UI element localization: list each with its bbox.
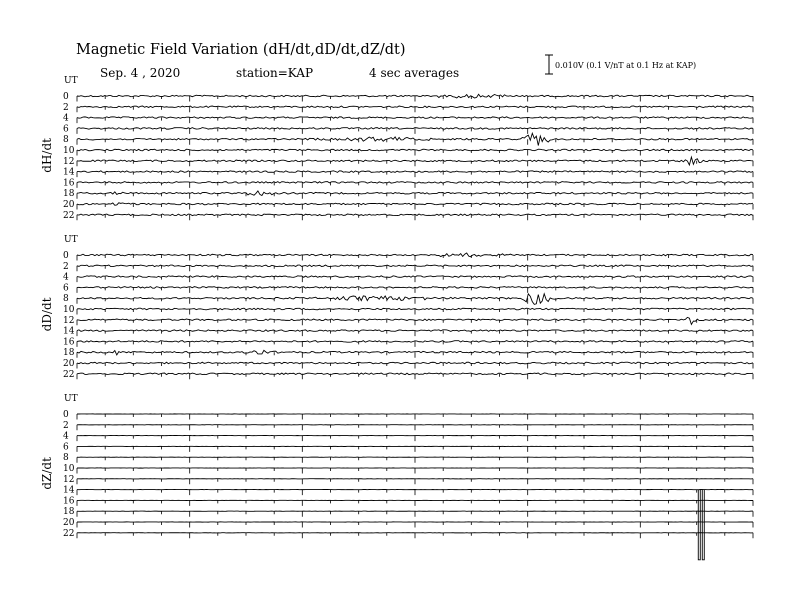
row-label: 10	[63, 146, 75, 156]
scale-bar	[545, 55, 696, 74]
row-label: 0	[63, 251, 69, 261]
row-label: 6	[63, 283, 69, 294]
ut-label: UT	[64, 76, 78, 86]
tick-marks	[77, 215, 753, 221]
tick-marks	[77, 96, 753, 102]
tick-marks	[77, 128, 753, 134]
date-label: Sep. 4 , 2020	[100, 66, 181, 80]
row-label: 6	[63, 124, 69, 135]
ut-label: UT	[64, 394, 78, 404]
tick-marks	[77, 118, 753, 124]
tick-marks	[77, 479, 753, 485]
tick-marks	[77, 522, 753, 528]
row-label: 16	[63, 178, 75, 189]
tick-marks	[77, 511, 753, 517]
row-label: 4	[63, 431, 69, 442]
trace-row	[77, 373, 753, 375]
y-axis-label: dZ/dt	[40, 457, 54, 490]
tick-marks	[77, 352, 753, 358]
panel-2	[40, 235, 753, 380]
row-label: 12	[63, 315, 75, 326]
trace-row	[77, 362, 753, 364]
tick-marks	[77, 309, 753, 315]
row-label: 20	[63, 518, 75, 528]
tick-marks	[77, 500, 753, 506]
panel-1	[40, 76, 753, 221]
row-label: 8	[63, 453, 69, 464]
row-label: 18	[63, 507, 75, 518]
row-label: 2	[63, 102, 69, 113]
row-label: 22	[63, 528, 75, 539]
row-label: 22	[63, 210, 75, 221]
row-label: 0	[63, 92, 69, 102]
row-label: 10	[63, 464, 75, 474]
row-label: 16	[63, 496, 75, 507]
tick-marks	[77, 414, 753, 420]
row-label: 0	[63, 410, 69, 420]
row-label: 12	[63, 156, 75, 167]
tick-marks	[77, 436, 753, 442]
tick-marks	[77, 533, 753, 539]
chart-title: Magnetic Field Variation (dH/dt,dD/dt,dZ/dt)	[76, 42, 406, 58]
row-label: 20	[63, 359, 75, 369]
row-label: 14	[63, 326, 75, 337]
row-label: 18	[63, 348, 75, 359]
tick-marks	[77, 287, 753, 293]
row-label: 6	[63, 442, 69, 453]
tick-marks	[77, 150, 753, 156]
tick-marks	[77, 425, 753, 431]
row-label: 2	[63, 261, 69, 272]
averaging-label: 4 sec averages	[369, 66, 460, 80]
tick-marks	[77, 457, 753, 463]
panel-3	[40, 394, 753, 560]
tick-marks	[77, 446, 753, 452]
row-label: 18	[63, 189, 75, 200]
tick-marks	[77, 490, 753, 496]
row-label: 12	[63, 474, 75, 485]
row-label: 14	[63, 167, 75, 178]
station-label: station=KAP	[236, 66, 314, 80]
tick-marks	[77, 468, 753, 474]
row-label: 16	[63, 337, 75, 348]
row-label: 4	[63, 113, 69, 124]
row-label: 8	[63, 294, 69, 305]
y-axis-label: dH/dt	[40, 138, 54, 173]
row-label: 8	[63, 135, 69, 146]
ut-label: UT	[64, 235, 78, 245]
row-label: 10	[63, 305, 75, 315]
row-label: 22	[63, 369, 75, 380]
row-label: 14	[63, 485, 75, 496]
tick-marks	[77, 266, 753, 272]
scale-bar-label: 0.010V (0.1 V/nT at 0.1 Hz at KAP)	[555, 61, 697, 70]
row-label: 2	[63, 420, 69, 431]
row-label: 4	[63, 272, 69, 283]
y-axis-label: dD/dt	[40, 297, 54, 332]
panels-group	[40, 76, 753, 560]
trace-row	[77, 276, 753, 278]
row-label: 20	[63, 200, 75, 210]
